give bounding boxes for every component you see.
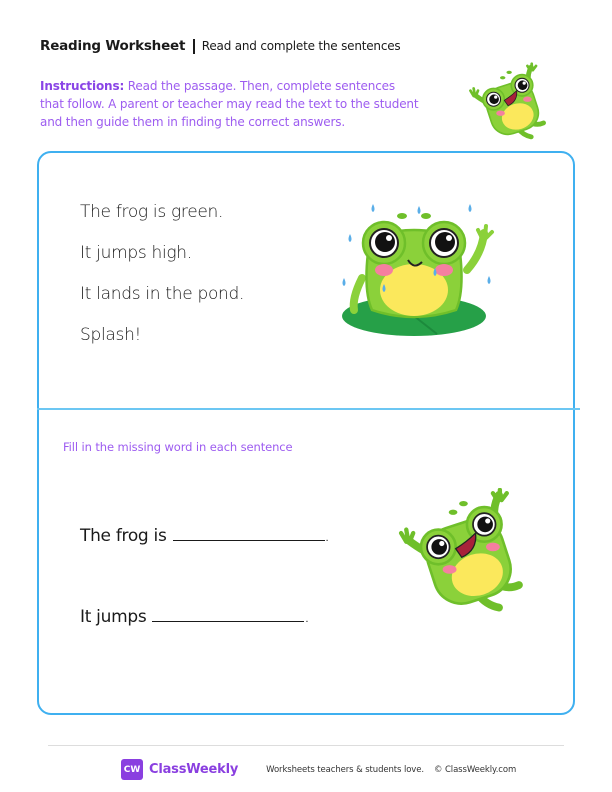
passage-line: It lands in the pond. bbox=[80, 284, 245, 304]
brand-name: ClassWeekly bbox=[149, 762, 239, 777]
worksheet-header bbox=[40, 38, 400, 54]
question-prefix: The frog is bbox=[80, 526, 167, 546]
frog-on-lilypad-in-rain-icon bbox=[332, 198, 502, 340]
question-suffix: . bbox=[325, 533, 329, 544]
question-prefix: It jumps bbox=[80, 607, 147, 627]
passage-line: The frog is green. bbox=[80, 202, 224, 222]
instructions bbox=[40, 77, 420, 131]
footer bbox=[121, 759, 516, 780]
footer-tagline: Worksheets teachers & students love. bbox=[266, 764, 424, 775]
reading-passage bbox=[80, 202, 244, 366]
jumping-frog-icon bbox=[384, 488, 536, 618]
passage-line: Splash! bbox=[80, 325, 142, 345]
worksheet-subtitle: Read and complete the sentences bbox=[201, 39, 401, 53]
answer-blank[interactable] bbox=[173, 526, 325, 541]
instructions-label: Instructions: bbox=[40, 79, 125, 93]
instructions-text: Read the passage. Then, complete sentences that follow. A parent or teacher may read the text to the student and then guide them in finding the correct answers. bbox=[40, 79, 419, 129]
answer-blank[interactable] bbox=[152, 607, 304, 622]
fill-in-question bbox=[80, 607, 308, 627]
footer-copyright: © ClassWeekly.com bbox=[433, 764, 517, 775]
passage-line: It jumps high. bbox=[80, 243, 192, 263]
footer-divider bbox=[48, 745, 564, 746]
exercise-instructions: Fill in the missing word in each sentence bbox=[63, 440, 293, 454]
section-divider bbox=[37, 408, 580, 410]
question-suffix: . bbox=[305, 614, 309, 625]
jumping-frog-icon bbox=[464, 62, 550, 144]
fill-in-question bbox=[80, 526, 328, 546]
classweekly-logo-icon: CW bbox=[121, 759, 143, 780]
title-separator bbox=[193, 39, 195, 54]
worksheet-title: Reading Worksheet bbox=[40, 38, 186, 54]
